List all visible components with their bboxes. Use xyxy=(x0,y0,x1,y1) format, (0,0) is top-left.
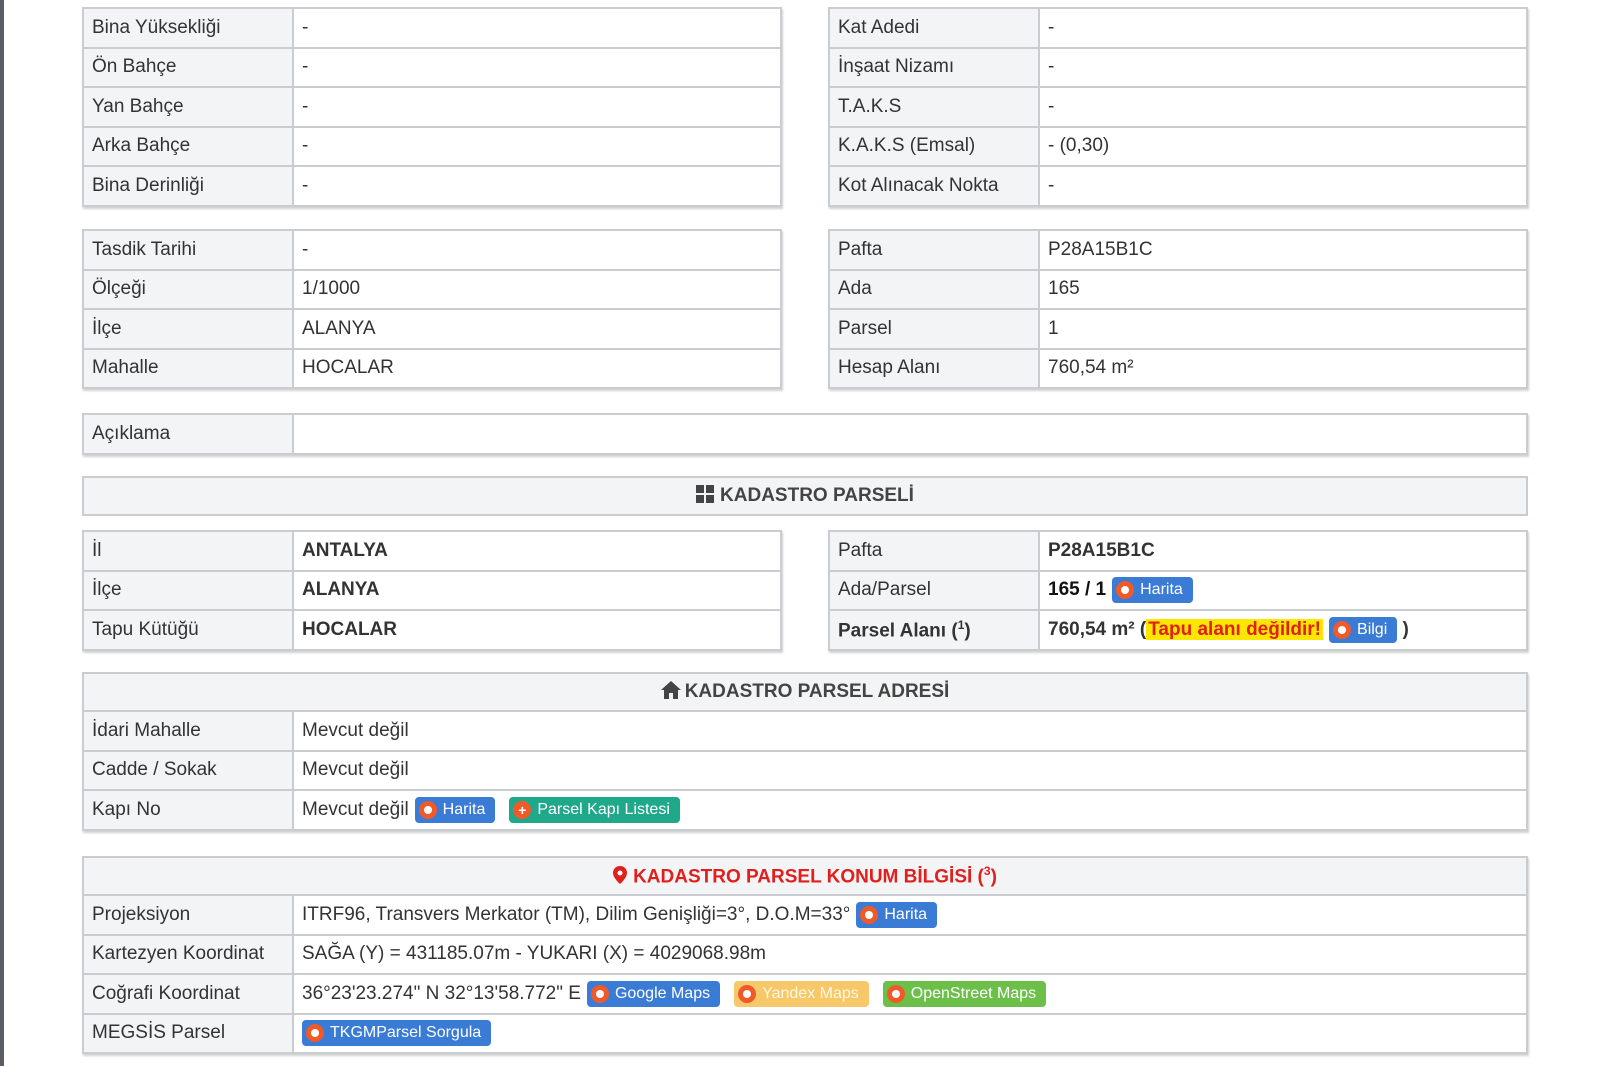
row-value: ALANYA xyxy=(293,309,781,349)
google-label: Google Maps xyxy=(614,984,711,1002)
row-label: Ada xyxy=(829,270,1039,310)
row-label: İlçe xyxy=(83,571,293,611)
row-value: HOCALAR xyxy=(293,610,781,650)
aciklama-value xyxy=(293,414,1527,454)
projection-harita-button[interactable] xyxy=(856,902,937,928)
table-row xyxy=(83,270,781,310)
kadastro-parcel-table xyxy=(828,530,1528,651)
table-row xyxy=(83,87,781,127)
row-value: 760,54 m² xyxy=(1039,349,1527,389)
row-label: İlçe xyxy=(83,309,293,349)
row-value: Mevcut değil xyxy=(293,711,1527,751)
table-row xyxy=(83,751,1527,791)
table-row xyxy=(829,531,1527,571)
row-value: - (0,30) xyxy=(1039,127,1527,167)
parsel-alani-close: ) xyxy=(1402,618,1409,640)
table-row xyxy=(83,309,781,349)
bilgi-button[interactable] xyxy=(1329,617,1397,643)
row-label: İnşaat Nizamı xyxy=(829,48,1039,88)
row-value: 1/1000 xyxy=(293,270,781,310)
row-label: Ölçeği xyxy=(83,270,293,310)
row-value: HOCALAR xyxy=(293,349,781,389)
projection-cell xyxy=(293,895,1527,935)
row-label: Pafta xyxy=(829,230,1039,270)
harita-label: Harita xyxy=(442,800,486,818)
table-row xyxy=(83,531,781,571)
table-row xyxy=(829,87,1527,127)
table-row xyxy=(83,571,781,611)
footnote-ref[interactable]: 3 xyxy=(983,863,991,878)
map-pin-icon xyxy=(860,906,878,924)
adaparsel-cell xyxy=(1039,571,1527,611)
tkgm-sorgula-button[interactable] xyxy=(302,1020,491,1046)
plus-icon: + xyxy=(513,801,531,819)
table-row xyxy=(83,48,781,88)
table-row xyxy=(83,895,1527,935)
parsel-alani-value: 760,54 m² ( xyxy=(1048,618,1147,640)
section-title: KADASTRO PARSEL ADRESİ xyxy=(684,681,950,702)
row-value: 165 xyxy=(1039,270,1527,310)
row-value: 1 xyxy=(1039,309,1527,349)
parcel-address-table xyxy=(82,672,1528,831)
tkgm-label: TKGMParsel Sorgula xyxy=(330,1024,482,1042)
row-label: Yan Bahçe xyxy=(83,87,293,127)
table-row xyxy=(83,230,781,270)
google-maps-button[interactable] xyxy=(587,981,720,1007)
section-title: KADASTRO PARSELİ xyxy=(720,485,914,506)
kapi-cell xyxy=(293,790,1527,830)
geo-value: 36°23'23.274" N 32°13'58.772" E xyxy=(302,982,581,1004)
table-row xyxy=(83,414,1527,454)
row-label: K.A.K.S (Emsal) xyxy=(829,127,1039,167)
map-pin-icon xyxy=(1116,581,1134,599)
row-value: - xyxy=(293,230,781,270)
row-value: - xyxy=(1039,48,1527,88)
projection-value: ITRF96, Transvers Merkator (TM), Dilim Genişliği=3°, D.O.M=33° xyxy=(302,903,851,925)
geo-cell xyxy=(293,974,1527,1014)
row-value: - xyxy=(293,8,781,48)
table-row xyxy=(829,349,1527,389)
row-label: Bina Derinliği xyxy=(83,166,293,206)
kapi-list-label: Parsel Kapı Listesi xyxy=(537,800,670,818)
row-value: - xyxy=(1039,87,1527,127)
harita-label: Harita xyxy=(1140,581,1183,599)
table-row xyxy=(83,935,1527,975)
section-title-end: ) xyxy=(990,866,997,888)
harita-button[interactable] xyxy=(1112,577,1193,603)
row-label: İdari Mahalle xyxy=(83,711,293,751)
home-icon xyxy=(661,681,681,699)
yandex-maps-button[interactable] xyxy=(734,981,869,1007)
building-params-table xyxy=(82,7,782,207)
map-pin-icon xyxy=(738,985,756,1003)
table-row xyxy=(829,270,1527,310)
map-pin-icon xyxy=(591,985,609,1003)
kadastro-header xyxy=(83,477,1527,515)
yandex-label: Yandex Maps xyxy=(762,984,859,1002)
table-row xyxy=(829,127,1527,167)
table-row xyxy=(83,166,781,206)
konum-header xyxy=(83,857,1527,895)
row-label: T.A.K.S xyxy=(829,87,1039,127)
map-pin-icon xyxy=(887,985,905,1003)
row-value: - xyxy=(1039,166,1527,206)
parsel-kapi-listesi-button[interactable] xyxy=(509,797,680,823)
row-value: - xyxy=(1039,8,1527,48)
osm-label: OpenStreet Maps xyxy=(910,984,1037,1002)
table-row xyxy=(83,790,1527,830)
map-pin-icon xyxy=(306,1024,324,1042)
table-row xyxy=(83,349,781,389)
row-label: Pafta xyxy=(829,531,1039,571)
row-value: - xyxy=(293,87,781,127)
row-label: Arka Bahçe xyxy=(83,127,293,167)
table-row xyxy=(829,610,1527,650)
table-row xyxy=(829,8,1527,48)
row-label: Ada/Parsel xyxy=(829,571,1039,611)
row-label: Hesap Alanı xyxy=(829,349,1039,389)
table-row xyxy=(83,711,1527,751)
row-label: Kat Adedi xyxy=(829,8,1039,48)
table-row xyxy=(829,166,1527,206)
grid-icon xyxy=(696,485,714,503)
harita-label: Harita xyxy=(884,905,928,923)
kapi-harita-button[interactable] xyxy=(415,797,496,823)
table-row xyxy=(829,571,1527,611)
row-label: Cadde / Sokak xyxy=(83,751,293,791)
megsis-cell xyxy=(293,1014,1527,1054)
parsel-alani-text: Parsel Alanı ( xyxy=(838,619,958,641)
kadastro-header-table xyxy=(82,476,1528,516)
row-label: Tasdik Tarihi xyxy=(83,230,293,270)
row-label: MEGSİS Parsel xyxy=(83,1014,293,1054)
parsel-alani-label xyxy=(829,610,1039,650)
tapu-warning: Tapu alanı değildir! xyxy=(1148,618,1322,640)
bilgi-label: Bilgi xyxy=(1357,620,1388,638)
row-label: Bina Yüksekliği xyxy=(83,8,293,48)
footnote-ref[interactable]: 1 xyxy=(957,617,965,632)
zoning-params-table xyxy=(828,7,1528,207)
row-label: Kapı No xyxy=(83,790,293,830)
table-row xyxy=(829,48,1527,88)
table-row xyxy=(83,974,1527,1014)
pafta-value: P28A15B1C xyxy=(1039,531,1527,571)
row-value: ALANYA xyxy=(293,571,781,611)
table-row xyxy=(83,1014,1527,1054)
row-value: - xyxy=(293,127,781,167)
map-pin-icon xyxy=(419,801,437,819)
row-value: - xyxy=(293,166,781,206)
table-row xyxy=(83,127,781,167)
row-label: İl xyxy=(83,531,293,571)
row-value: P28A15B1C xyxy=(1039,230,1527,270)
parsel-alani-paren: ) xyxy=(964,619,971,641)
table-row xyxy=(829,309,1527,349)
row-label: Tapu Kütüğü xyxy=(83,610,293,650)
row-label: Parsel xyxy=(829,309,1039,349)
row-value: Mevcut değil xyxy=(302,798,409,820)
row-label: Projeksiyon xyxy=(83,895,293,935)
row-value: ANTALYA xyxy=(293,531,781,571)
row-label: Mahalle xyxy=(83,349,293,389)
row-label: Ön Bahçe xyxy=(83,48,293,88)
table-row xyxy=(83,610,781,650)
section-title: KADASTRO PARSEL KONUM BİLGİSİ ( xyxy=(633,866,984,888)
table-row xyxy=(829,230,1527,270)
aciklama-table xyxy=(82,413,1528,455)
row-value: Mevcut değil xyxy=(293,751,1527,791)
row-label: Kartezyen Koordinat xyxy=(83,935,293,975)
info-pin-icon xyxy=(1333,621,1351,639)
parcel-plan-table xyxy=(828,229,1528,389)
openstreet-maps-button[interactable] xyxy=(883,981,1046,1007)
left-edge-strip xyxy=(0,0,4,1066)
row-label: Açıklama xyxy=(83,414,293,454)
cartesian-value: SAĞA (Y) = 431185.07m - YUKARI (X) = 4029068.98m xyxy=(293,935,1527,975)
adaparsel-value: 165 / 1 xyxy=(1048,579,1107,601)
parsel-alani-cell xyxy=(1039,610,1527,650)
row-value: - xyxy=(293,48,781,88)
address-header xyxy=(83,673,1527,711)
parcel-location-table xyxy=(82,856,1528,1054)
location-pin-icon xyxy=(613,866,627,884)
table-row xyxy=(83,8,781,48)
row-label: Kot Alınacak Nokta xyxy=(829,166,1039,206)
kadastro-location-table xyxy=(82,530,782,651)
plan-info-table xyxy=(82,229,782,389)
row-label: Coğrafi Koordinat xyxy=(83,974,293,1014)
